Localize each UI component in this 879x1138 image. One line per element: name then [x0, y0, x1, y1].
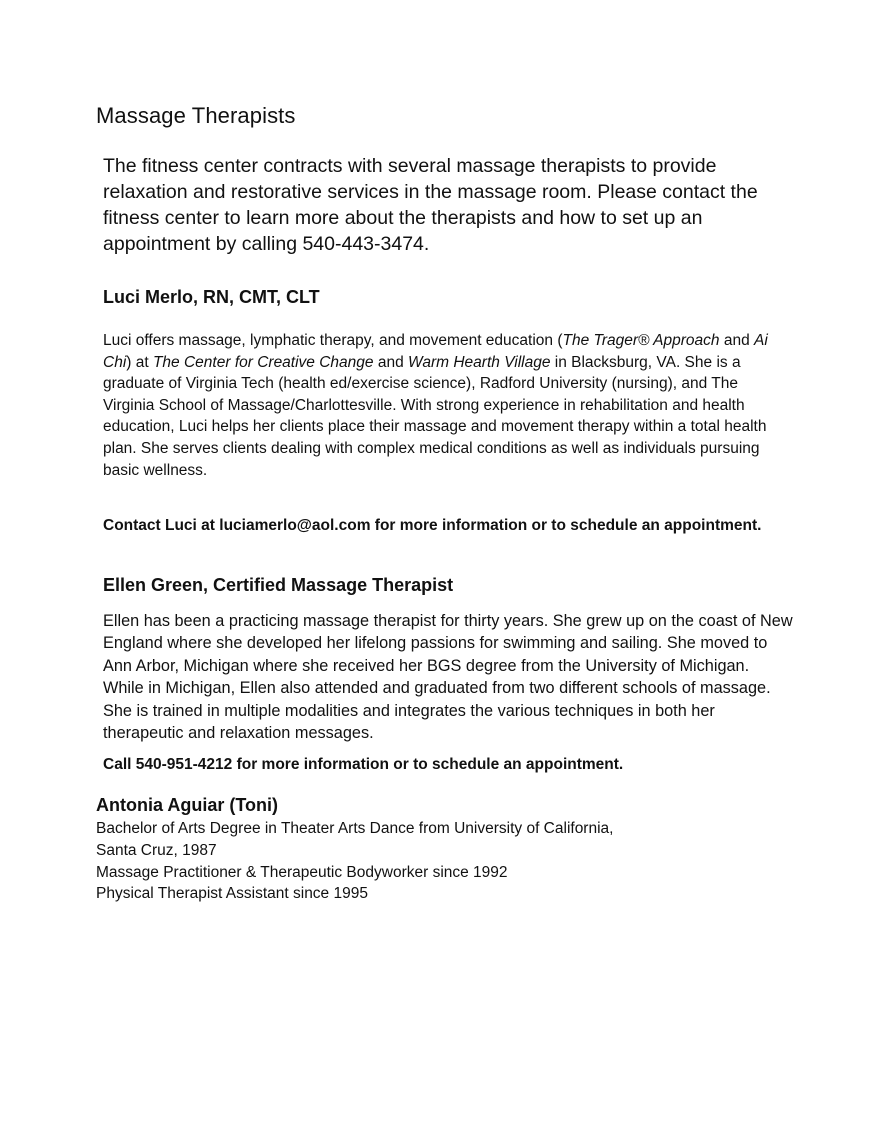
- bio-text: ) at: [126, 353, 153, 371]
- credential-line: Bachelor of Arts Degree in Theater Arts Dance from University of California,: [96, 820, 614, 837]
- credential-line: Massage Practitioner & Therapeutic Bodyworker since 1992: [96, 863, 508, 881]
- bio-text: and: [373, 353, 409, 371]
- therapist-name-toni: Antonia Aguiar (Toni): [96, 795, 278, 815]
- therapist-bio-ellen: Ellen has been a practicing massage therapist for thirty years. She grew up on the coast of New England where she developed her lifelong passions for swimming and sailing. She moved to Ann Arbor, Michigan where she received her BGS degree from the University of Michigan. While in Michigan, Ellen also attended and graduated from two different schools of massage. She is trained in multiple modalities and integrates the various techniques in both her therapeutic and relaxation messages.: [103, 612, 793, 743]
- therapist-name-ellen: Ellen Green, Certified Massage Therapist: [103, 575, 454, 595]
- therapist-contact-ellen: Call 540-951-4212 for more information or to schedule an appointment.: [103, 756, 624, 773]
- bio-italic-text: Ai Chi: [103, 332, 768, 371]
- bio-text: Luci offers massage, lymphatic therapy, and movement education (: [103, 332, 563, 349]
- therapist-contact-luci: Contact Luci at luciamerlo@aol.com for more information or to schedule an appointment.: [103, 517, 762, 534]
- credential-line: Santa Cruz, 1987: [96, 841, 217, 859]
- therapist-bio-luci: [103, 330, 783, 481]
- bio-italic-text: Warm Hearth Village: [408, 353, 551, 371]
- therapist-credentials-toni: [96, 818, 796, 905]
- intro-paragraph: The fitness center contracts with several massage therapists to provide relaxation and restorative services in the massage room. Please contact the fitness center to learn more about the therapists and how to set up an appointment by calling 540-443-3474.: [103, 155, 758, 255]
- credential-line: Physical Therapist Assistant since 1995: [96, 885, 368, 903]
- page-title: Massage Therapists: [96, 103, 296, 128]
- bio-italic-text: The Center for Creative Change: [152, 353, 374, 371]
- bio-italic-text: The Trager® Approach: [562, 332, 720, 349]
- bio-text: in Blacksburg, VA. She is a graduate of Virginia Tech (health ed/exercise science), Radford University (nursing), and The Virginia School of Massage/Charlottesville. With strong experience in rehabilitation and health education, Luci helps her clients place their massage and movement therapy within a total health plan. She serves clients dealing with complex medical conditions as well as individuals pursuing basic wellness.: [103, 353, 767, 479]
- therapist-name-luci: Luci Merlo, RN, CMT, CLT: [103, 287, 320, 307]
- bio-text: and: [719, 332, 755, 349]
